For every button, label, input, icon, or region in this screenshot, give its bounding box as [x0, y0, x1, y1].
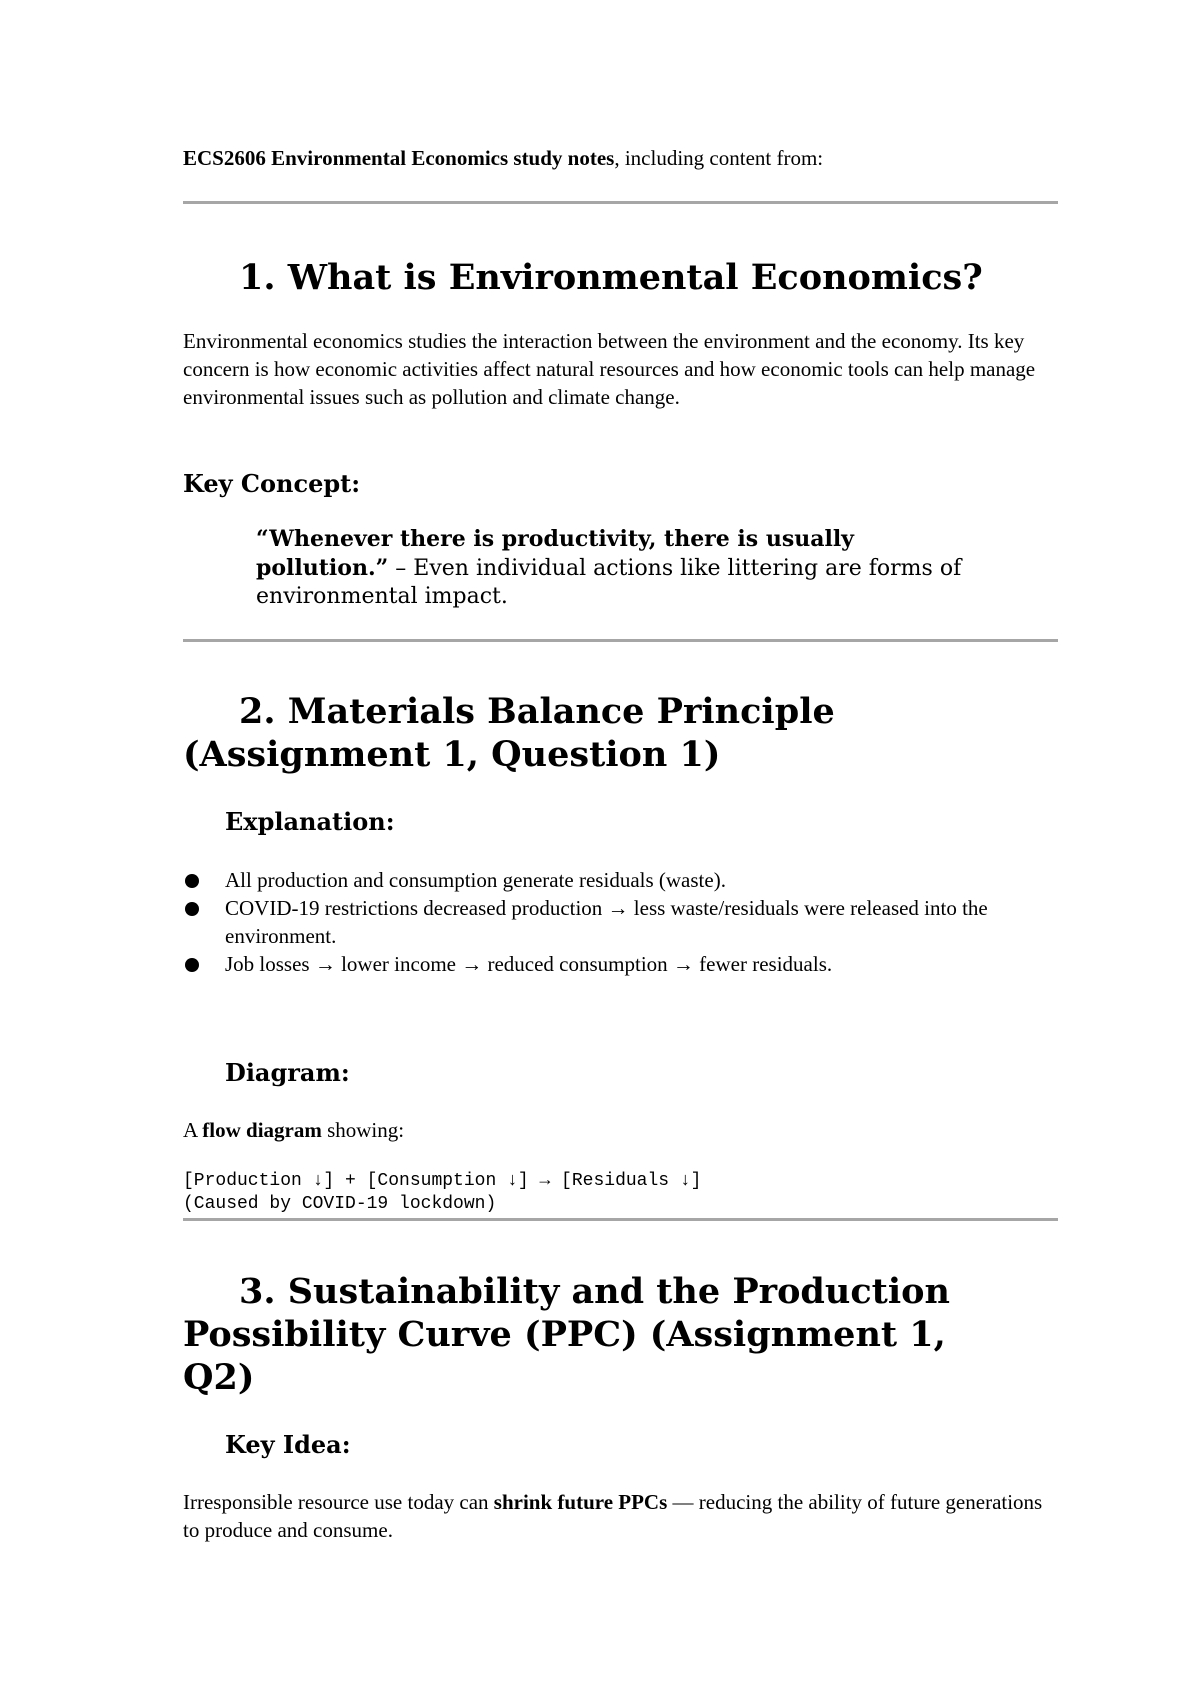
- diagram-heading: Diagram:: [225, 1058, 350, 1087]
- list-item: [183, 894, 1043, 950]
- list-item: [183, 950, 1043, 978]
- divider: [183, 1218, 1058, 1221]
- section3-body: [183, 1488, 1043, 1544]
- divider: [183, 639, 1058, 642]
- bullet-icon: [185, 874, 199, 888]
- divider: [183, 201, 1058, 204]
- section3-body-text: — reducing the ability of future generations to produce and consume.: [183, 1490, 1043, 1542]
- section3-title-line3: Q2): [183, 1357, 255, 1398]
- intro-line: [183, 146, 823, 171]
- list-item: [183, 866, 1043, 894]
- explanation-list: [183, 866, 1043, 978]
- intro-bold: ECS2606 Environmental Economics study notes: [183, 146, 615, 170]
- explanation-heading: Explanation:: [225, 807, 395, 836]
- quote-bold: “Whenever there is productivity, there is usually pollution.”: [256, 526, 854, 581]
- diagram-intro: [183, 1116, 1043, 1144]
- section3-title-line1: 3. Sustainability and the Production: [239, 1271, 950, 1312]
- list-item-text: All production and consumption generate residuals (waste).: [225, 868, 726, 892]
- bullet-icon: [185, 958, 199, 972]
- quote-rest: – Even individual actions like littering are forms of environmental impact.: [256, 556, 962, 609]
- intro-rest: , including content from:: [614, 146, 824, 170]
- section3-body-text: Irresponsible resource use today can: [183, 1490, 494, 1514]
- section1-title: 1. What is Environmental Economics?: [239, 257, 983, 298]
- diagram-intro-bold: flow diagram: [202, 1118, 322, 1142]
- section3-body-bold: shrink future PPCs: [493, 1490, 668, 1514]
- section2-title-line2: (Assignment 1, Question 1): [183, 734, 721, 775]
- list-item-text: COVID-19 restrictions decreased production → less waste/residuals were released into the environment.: [225, 896, 988, 948]
- key-concept-heading: Key Concept:: [183, 469, 361, 498]
- section2-title-line1: 2. Materials Balance Principle: [239, 691, 835, 732]
- flow-diagram-line1: [Production ↓] + [Consumption ↓] → [Residuals ↓]: [183, 1171, 702, 1191]
- flow-diagram-line2: (Caused by COVID-19 lockdown): [183, 1194, 497, 1214]
- list-item-text: Job losses → lower income → reduced consumption → fewer residuals.: [225, 952, 833, 976]
- key-concept-quote: [256, 525, 976, 611]
- diagram-intro-text: A: [183, 1118, 203, 1142]
- section1-body: Environmental economics studies the interaction between the environment and the economy. Its key concern is how economic activities affect natural resources and how economic tools can help manage environmental issues such as pollution and climate change.: [183, 329, 1036, 409]
- bullet-icon: [185, 902, 199, 916]
- section3-title-line2: Possibility Curve (PPC) (Assignment 1,: [183, 1314, 946, 1355]
- key-idea-heading: Key Idea:: [225, 1430, 351, 1459]
- diagram-intro-text: showing:: [321, 1118, 405, 1142]
